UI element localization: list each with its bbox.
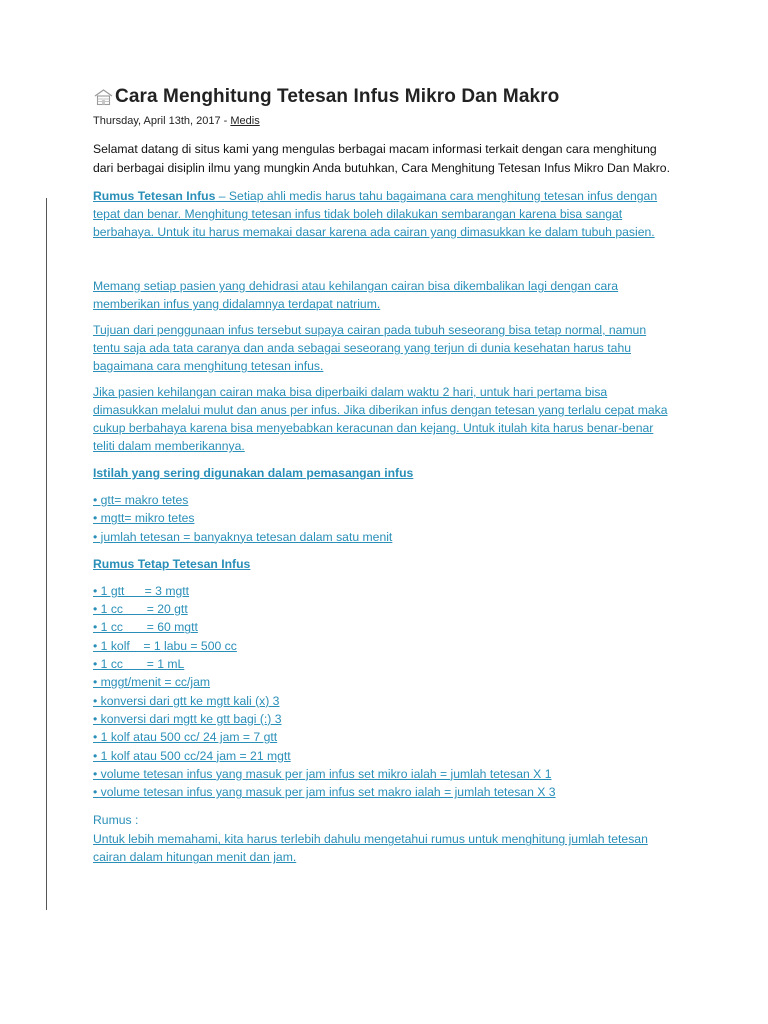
article-title-text: Cara Menghitung Tetesan Infus Mikro Dan Makro — [115, 86, 560, 107]
list-item-link[interactable]: • 1 cc = 1 mL — [93, 657, 185, 672]
list-item — [93, 637, 673, 655]
paragraph-memahami-link[interactable]: Untuk lebih memahami, kita harus terlebih dahulu mengetahui rumus untuk menghitung jumlah tetesan cairan dalam hitungan menit dan jam. — [93, 832, 648, 865]
margin-rule — [46, 198, 47, 910]
list-item-link[interactable]: • volume tetesan infus yang masuk per jam infus set makro ialah = jumlah tetesan X 3 — [93, 785, 556, 800]
paragraph-kehilangan-cairan-link[interactable]: Jika pasien kehilangan cairan maka bisa diperbaiki dalam waktu 2 hari, untuk hari pertama bisa dimasukkan melalui mulut dan anus per infus. Jika diberikan infus dengan tetesan yang terlalu cepat maka cukup berbahaya karena bisa menyebabkan keracunan dan kejang. Untuk itulah kita harus benar-benar teliti dalam memberikannya. — [93, 385, 668, 453]
home-icon — [93, 88, 114, 106]
article-title — [93, 86, 673, 108]
rumus-tetesan-text: – Setiap ahli medis harus tahu bagaimana cara menghitung tetesan infus dengan tepat dan benar. Menghitung tetesan infus tidak boleh dilakukan sembarangan karena bisa sangat berbahaya. Untuk itu harus memakai dasar karena ada cairan yang dimasukkan ke dalam tubuh pasien. — [93, 189, 658, 239]
rumus-label: Rumus : — [93, 813, 139, 828]
list-item-link[interactable]: • jumlah tetesan = banyaknya tetesan dalam satu menit — [93, 529, 393, 544]
heading-rumus-tetap[interactable] — [93, 555, 673, 573]
list-item — [93, 528, 673, 546]
paragraph-dehidrasi[interactable] — [93, 277, 673, 313]
article-meta — [93, 115, 673, 127]
list-item — [93, 747, 673, 765]
list-item-link[interactable]: • konversi dari gtt ke mgtt kali (x) 3 — [93, 693, 280, 708]
list-item-link[interactable]: • 1 cc = 20 gtt — [93, 602, 188, 617]
heading-istilah-link[interactable]: Istilah yang sering digunakan dalam pemasangan infus — [93, 466, 414, 480]
list-item — [93, 728, 673, 746]
paragraph-tujuan[interactable] — [93, 321, 673, 375]
category-link[interactable]: Medis — [230, 115, 260, 127]
list-item-link[interactable]: • volume tetesan infus yang masuk per jam infus set mikro ialah = jumlah tetesan X 1 — [93, 766, 552, 781]
rumus-tetesan-strong: Rumus Tetesan Infus — [93, 189, 216, 203]
list-item — [93, 783, 673, 801]
list-item-link[interactable]: • 1 kolf = 1 labu = 500 cc — [93, 638, 237, 653]
list-item — [93, 673, 673, 691]
list-item — [93, 655, 673, 673]
list-item-link[interactable]: • mggt/menit = cc/jam — [93, 675, 211, 690]
list-item — [93, 710, 673, 728]
article — [93, 86, 673, 866]
list-item-link[interactable]: • 1 cc = 60 mgtt — [93, 620, 198, 635]
rumus-list — [93, 582, 673, 802]
list-item — [93, 600, 673, 618]
list-item — [93, 491, 673, 509]
paragraph-rumus-tetesan[interactable] — [93, 187, 673, 241]
paragraph-kehilangan-cairan[interactable] — [93, 383, 673, 455]
list-item-link[interactable]: • mgtt= mikro tetes — [93, 511, 195, 526]
list-item-link[interactable]: • 1 gtt = 3 mgtt — [93, 583, 190, 598]
list-item — [93, 765, 673, 783]
list-item — [93, 692, 673, 710]
list-item-link[interactable]: • konversi dari mgtt ke gtt bagi (:) 3 — [93, 711, 282, 726]
istilah-list — [93, 491, 673, 546]
paragraph-tujuan-link[interactable]: Tujuan dari penggunaan infus tersebut supaya cairan pada tubuh seseorang bisa tetap normal, namun tentu saja ada tata caranya dan anda sebagai seseorang yang terjun di dunia kesehatan harus tahu bagaimana cara menghitung tetesan infus. — [93, 323, 647, 373]
paragraph-dehidrasi-link[interactable]: Memang setiap pasien yang dehidrasi atau kehilangan cairan bisa dikembalikan lagi dengan cara memberikan infus yang didalamnya terdapat natrium. — [93, 279, 619, 311]
list-item — [93, 582, 673, 600]
paragraph-memahami[interactable] — [93, 830, 673, 866]
list-item — [93, 618, 673, 636]
heading-istilah[interactable] — [93, 464, 673, 482]
intro-paragraph: Selamat datang di situs kami yang mengulas berbagai macam informasi terkait dengan cara menghitung dari berbagai disiplin ilmu yang mungkin Anda butuhkan, Cara Menghitung Tetesan Infus Mikro Dan Makro. — [93, 142, 670, 175]
list-item — [93, 509, 673, 527]
list-item-link[interactable]: • 1 kolf atau 500 cc/24 jam = 21 mgtt — [93, 748, 291, 763]
post-date: Thursday, April 13th, 2017 - — [93, 115, 231, 127]
list-item-link[interactable]: • 1 kolf atau 500 cc/ 24 jam = 7 gtt — [93, 730, 278, 745]
paragraph-rumus-tetesan-link[interactable] — [93, 189, 657, 239]
list-item-link[interactable]: • gtt= makro tetes — [93, 493, 189, 507]
heading-rumus-tetap-link[interactable]: Rumus Tetap Tetesan Infus — [93, 556, 251, 571]
